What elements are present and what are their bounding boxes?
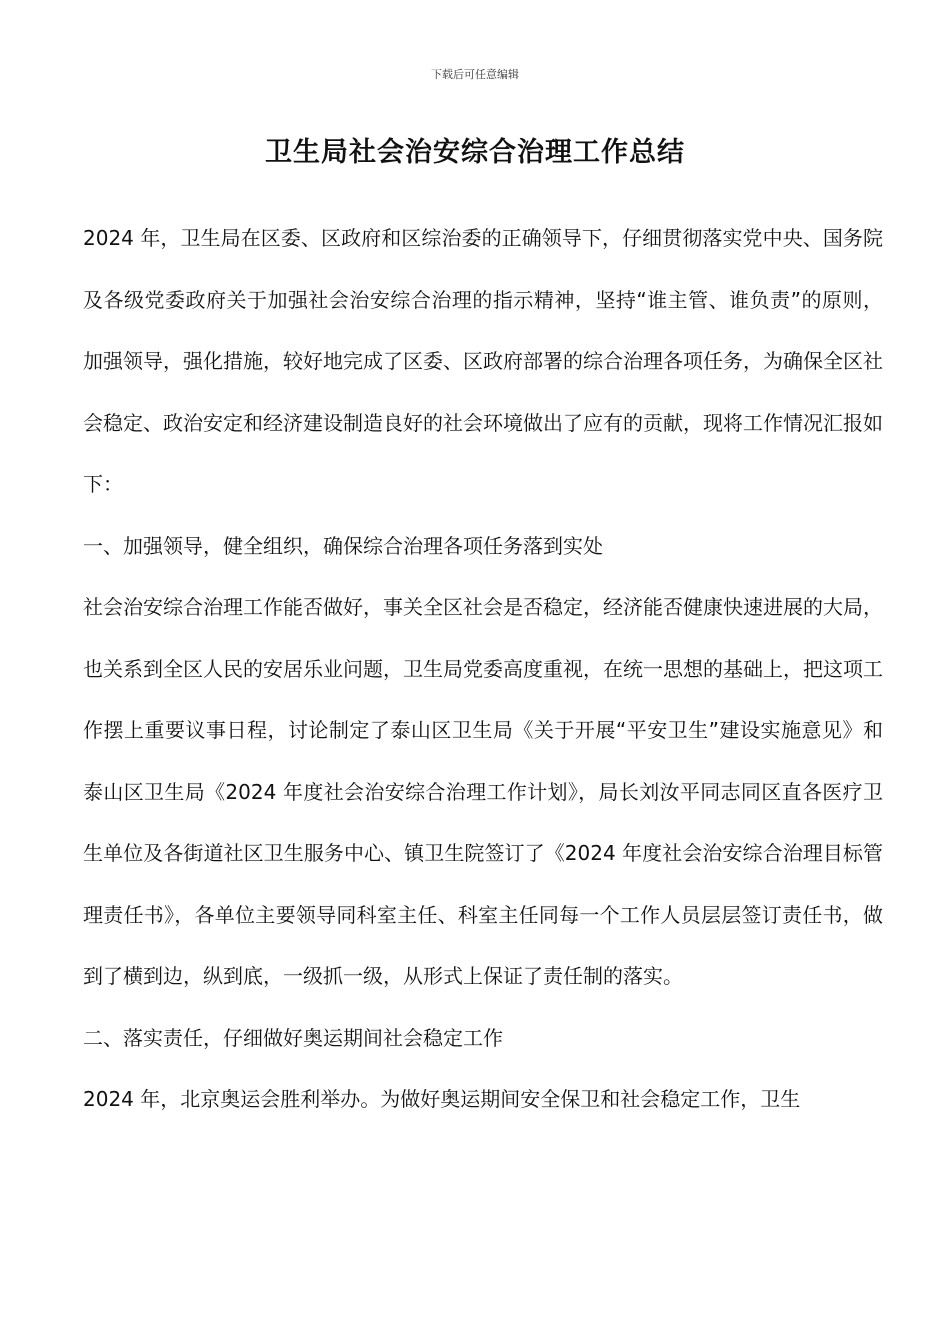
section-heading-1: 一、加强领导，健全组织，确保综合治理各项任务落到实处 bbox=[83, 533, 603, 558]
section-2-paragraph: 2024 年，北京奥运会胜利举办。为做好奥运期间安全保卫和社会稳定工作，卫生 bbox=[83, 1087, 801, 1111]
intro-paragraph: 2024 年，卫生局在区委、区政府和区综治委的正确领导下，仔细贯彻落实党中央、国务院及各级党委政府关于加强社会治安综合治理的指示精神，坚持“谁主管、谁负责”的原则，加强领导，强化措施，较好地完成了区委、区政府部署的综合治理各项任务，为确保全区社会稳定、政治安定和经济建设制造良好的社会环境做出了应有的贡献，现将工作情况汇报如下： bbox=[83, 226, 883, 496]
document-body bbox=[83, 208, 883, 1131]
header-note: 下载后可任意编辑 bbox=[431, 68, 519, 81]
section-heading-2: 二、落实责任，仔细做好奥运期间社会稳定工作 bbox=[83, 1025, 503, 1050]
section-1-paragraph: 社会治安综合治理工作能否做好，事关全区社会是否稳定，经济能否健康快速进展的大局，也关系到全区人民的安居乐业问题，卫生局党委高度重视，在统一思想的基础上，把这项工作摆上重要议事日程，讨论制定了泰山区卫生局《关于开展“平安卫生”建设实施意见》和泰山区卫生局《2024 年度社会治安综合治理工作计划》，局长刘汝平同志同区直各医疗卫生单位及各街道社区卫生服务中心、镇卫生院签订了《2024 年度社会治安综合治理目标管理责任书》，各单位主要领导同科室主任、科室主任同每一个工作人员层层签订责任书，做到了横到边，纵到底，一级抓一级，从形式上保证了责任制的落实。 bbox=[83, 595, 883, 988]
document-title: 卫生局社会治安综合治理工作总结 bbox=[265, 137, 685, 168]
